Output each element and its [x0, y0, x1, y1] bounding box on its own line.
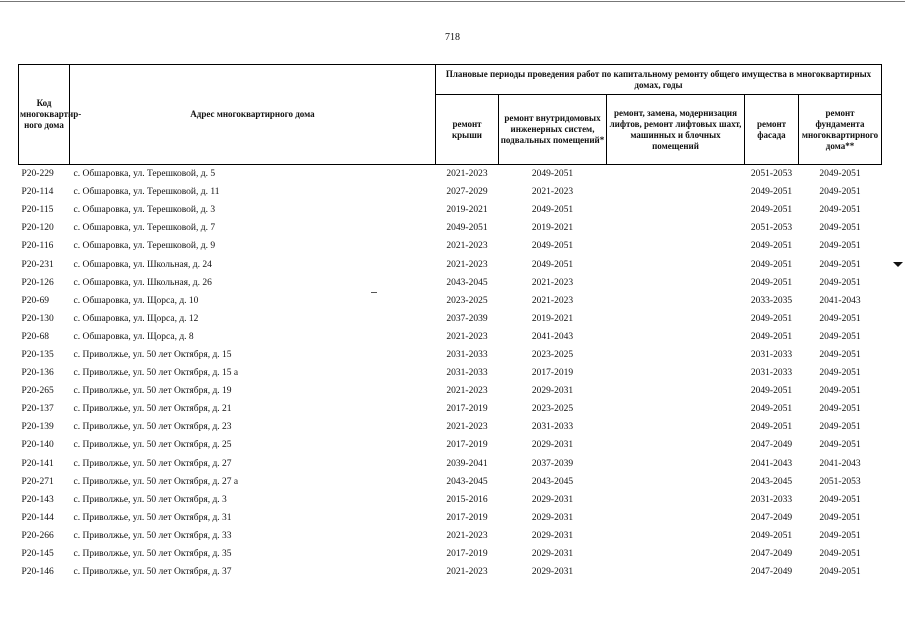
cell-roof: 2023-2025 [446, 295, 488, 306]
cell-address: с. Приволжье, ул. 50 лет Октября, д. 35 [73, 549, 232, 560]
cell-code: Р20-140 [21, 440, 54, 451]
cell-code: Р20-130 [21, 313, 54, 324]
triangle-marker-icon [893, 262, 903, 267]
cell-address: с. Приволжье, ул. 50 лет Октября, д. 19 [73, 386, 232, 397]
cell-lifts [607, 455, 745, 473]
cell-engineering: 2021-2023 [531, 277, 574, 288]
table-row [19, 563, 882, 581]
cell-address: с. Приволжье, ул. 50 лет Октября, д. 15 [73, 349, 232, 360]
cell-address: с. Приволжье, ул. 50 лет Октября, д. 33 [73, 530, 232, 541]
cell-lifts [607, 491, 745, 509]
header-engineering: ремонт внутридомовых инженерных систем, подвальных помещений* [499, 95, 607, 165]
header-address: Адрес многоквартирного дома [70, 65, 436, 165]
cell-foundation: 2049-2051 [819, 368, 861, 379]
cell-address: с. Приволжье, ул. 50 лет Октября, д. 25 [73, 440, 232, 451]
cell-roof: 2031-2033 [446, 349, 488, 360]
cell-code: Р20-69 [21, 295, 49, 306]
table-row [19, 274, 882, 292]
cell-code: Р20-271 [21, 476, 54, 487]
cell-lifts [607, 436, 745, 454]
cell-foundation: 2049-2051 [819, 241, 861, 252]
cell-address: с. Обшаровка, ул. Терешковой, д. 11 [73, 187, 220, 198]
table-row [19, 400, 882, 418]
cell-code: Р20-135 [21, 349, 54, 360]
cell-facade: 2049-2051 [750, 313, 793, 324]
table-row [19, 364, 882, 382]
cell-engineering: 2029-2031 [531, 386, 574, 397]
cell-foundation: 2049-2051 [819, 404, 861, 415]
cell-roof: 2017-2019 [446, 512, 488, 523]
cell-facade: 2031-2033 [750, 368, 793, 379]
cell-roof: 2021-2023 [446, 259, 488, 270]
table-row [19, 473, 882, 491]
cell-address: с. Приволжье, ул. 50 лет Октября, д. 31 [73, 512, 232, 523]
cell-code: Р20-146 [21, 567, 54, 578]
cell-address: с. Обшаровка, ул. Щорса, д. 10 [73, 295, 199, 306]
cell-foundation: 2049-2051 [819, 169, 861, 180]
cell-address: с. Приволжье, ул. 50 лет Октября, д. 15 а [73, 368, 239, 379]
page-number: 718 [445, 32, 460, 43]
table-row [19, 527, 882, 545]
cell-lifts [607, 473, 745, 491]
cell-roof: 2021-2023 [446, 567, 488, 578]
cell-address: с. Обшаровка, ул. Щорса, д. 12 [73, 313, 199, 324]
cell-foundation: 2049-2051 [819, 223, 861, 234]
header-lifts: ремонт, замена, модернизация лифтов, ремонт лифтовых шахт, машинных и блочных помещений [607, 95, 745, 165]
cell-engineering: 2029-2031 [531, 549, 574, 560]
cell-engineering: 2029-2031 [531, 494, 574, 505]
cell-engineering: 2043-2045 [531, 476, 574, 487]
cell-foundation: 2049-2051 [819, 277, 861, 288]
cell-lifts [607, 274, 745, 292]
cell-roof: 2021-2023 [446, 530, 488, 541]
cell-engineering: 2017-2019 [531, 368, 574, 379]
cell-foundation: 2049-2051 [819, 187, 861, 198]
cell-roof: 2017-2019 [446, 440, 488, 451]
cell-facade: 2031-2033 [750, 349, 793, 360]
cell-lifts [607, 346, 745, 364]
cell-facade: 2049-2051 [750, 404, 793, 415]
table-row [19, 436, 882, 454]
cell-foundation: 2049-2051 [819, 549, 861, 560]
cell-address: с. Обшаровка, ул. Терешковой, д. 3 [73, 205, 216, 216]
table-row [19, 183, 882, 201]
cell-address: с. Приволжье, ул. 50 лет Октября, д. 27 а [73, 476, 239, 487]
cell-address: с. Обшаровка, ул. Терешковой, д. 5 [73, 169, 216, 180]
cell-engineering: 2029-2031 [531, 567, 574, 578]
header-periods-group: Плановые периоды проведения работ по капитальному ремонту общего имущества в многоквартирных домах, годы [436, 65, 882, 95]
table-header [19, 65, 882, 165]
cell-lifts [607, 165, 745, 184]
cell-facade: 2043-2045 [750, 476, 793, 487]
cell-lifts [607, 509, 745, 527]
cell-facade: 2047-2049 [750, 567, 793, 578]
cell-code: Р20-139 [21, 422, 54, 433]
table-row [19, 509, 882, 527]
cell-address: с. Приволжье, ул. 50 лет Октября, д. 3 [73, 494, 227, 505]
cell-roof: 2027-2029 [446, 187, 488, 198]
cell-lifts [607, 310, 745, 328]
cell-code: Р20-126 [21, 277, 54, 288]
cell-code: Р20-68 [21, 331, 49, 342]
cell-engineering: 2021-2023 [531, 187, 574, 198]
cell-address: с. Обшаровка, ул. Щорса, д. 8 [73, 331, 194, 342]
cell-roof: 2021-2023 [446, 241, 488, 252]
cell-code: Р20-116 [21, 241, 54, 252]
cell-lifts [607, 292, 745, 310]
cell-lifts [607, 400, 745, 418]
cell-engineering: 2021-2023 [531, 295, 574, 306]
header-code: Код многоквартир-ного дома [19, 65, 70, 165]
cell-facade: 2031-2033 [750, 494, 793, 505]
cell-engineering: 2049-2051 [531, 169, 574, 180]
cell-roof: 2049-2051 [446, 223, 488, 234]
cell-facade: 2047-2049 [750, 512, 793, 523]
cell-foundation: 2041-2043 [819, 458, 861, 469]
cell-lifts [607, 255, 745, 273]
cell-lifts [607, 183, 745, 201]
cell-facade: 2049-2051 [750, 259, 793, 270]
header-roof: ремонт крыши [436, 95, 499, 165]
cell-lifts [607, 328, 745, 346]
cell-facade: 2049-2051 [750, 277, 793, 288]
table-row [19, 491, 882, 509]
cell-facade: 2049-2051 [750, 187, 793, 198]
cell-lifts [607, 219, 745, 237]
cell-foundation: 2049-2051 [819, 259, 861, 270]
table-row [19, 237, 882, 255]
cell-code: Р20-145 [21, 549, 54, 560]
cell-lifts [607, 527, 745, 545]
cell-roof: 2017-2019 [446, 549, 488, 560]
cell-engineering: 2019-2021 [531, 313, 574, 324]
cell-roof: 2039-2041 [446, 458, 488, 469]
table-row [19, 255, 882, 273]
header-facade: ремонт фасада [745, 95, 799, 165]
cell-address: с. Обшаровка, ул. Терешковой, д. 9 [73, 241, 216, 252]
cell-code: Р20-114 [21, 187, 54, 198]
cell-lifts [607, 418, 745, 436]
cell-address: с. Обшаровка, ул. Школьная, д. 24 [73, 259, 212, 270]
cell-engineering: 2041-2043 [531, 331, 574, 342]
cell-code: Р20-141 [21, 458, 54, 469]
table-row [19, 418, 882, 436]
table-row [19, 545, 882, 563]
cell-engineering: 2029-2031 [531, 530, 574, 541]
cell-foundation: 2049-2051 [819, 530, 861, 541]
cell-foundation: 2049-2051 [819, 205, 861, 216]
table-row [19, 165, 882, 184]
cell-address: с. Приволжье, ул. 50 лет Октября, д. 27 [73, 458, 232, 469]
cell-roof: 2043-2045 [446, 476, 488, 487]
cell-engineering: 2049-2051 [531, 205, 574, 216]
cell-facade: 2041-2043 [750, 458, 793, 469]
cell-code: Р20-115 [21, 205, 54, 216]
header-foundation: ремонт фундамента многоквартирного дома** [799, 95, 882, 165]
cell-foundation: 2049-2051 [819, 386, 861, 397]
cell-lifts [607, 237, 745, 255]
cell-address: с. Приволжье, ул. 50 лет Октября, д. 37 [73, 567, 232, 578]
cell-roof: 2017-2019 [446, 404, 488, 415]
cell-facade: 2047-2049 [750, 440, 793, 451]
cell-roof: 2031-2033 [446, 368, 488, 379]
cell-code: Р20-266 [21, 530, 54, 541]
cell-foundation: 2051-2053 [819, 476, 861, 487]
cell-facade: 2047-2049 [750, 549, 793, 560]
cell-address: с. Обшаровка, ул. Школьная, д. 26 [73, 277, 212, 288]
cell-lifts [607, 563, 745, 581]
cell-facade: 2049-2051 [750, 422, 793, 433]
table-row [19, 382, 882, 400]
cell-code: Р20-143 [21, 494, 54, 505]
cell-lifts [607, 364, 745, 382]
cell-code: Р20-229 [21, 169, 54, 180]
cell-code: Р20-136 [21, 368, 54, 379]
cell-address: с. Обшаровка, ул. Терешковой, д. 7 [73, 223, 216, 234]
cell-engineering: 2023-2025 [531, 349, 574, 360]
top-rule [0, 1, 905, 2]
table-row [19, 219, 882, 237]
cell-lifts [607, 382, 745, 400]
cell-address: с. Приволжье, ул. 50 лет Октября, д. 23 [73, 422, 232, 433]
table-row [19, 310, 882, 328]
cell-foundation: 2049-2051 [819, 567, 861, 578]
cell-foundation: 2049-2051 [819, 331, 861, 342]
cell-facade: 2049-2051 [750, 331, 793, 342]
table-row [19, 201, 882, 219]
cell-foundation: 2049-2051 [819, 494, 861, 505]
cell-engineering: 2023-2025 [531, 404, 574, 415]
cell-code: Р20-144 [21, 512, 54, 523]
cell-roof: 2021-2023 [446, 331, 488, 342]
cell-facade: 2049-2051 [750, 241, 793, 252]
cell-lifts [607, 545, 745, 563]
table-row [19, 328, 882, 346]
cell-engineering: 2049-2051 [531, 241, 574, 252]
cell-facade: 2051-2053 [750, 223, 793, 234]
stray-dash-mark [371, 292, 377, 293]
cell-roof: 2043-2045 [446, 277, 488, 288]
cell-address: с. Приволжье, ул. 50 лет Октября, д. 21 [73, 404, 232, 415]
cell-foundation: 2049-2051 [819, 512, 861, 523]
cell-code: Р20-137 [21, 404, 54, 415]
cell-foundation: 2049-2051 [819, 313, 861, 324]
cell-code: Р20-265 [21, 386, 54, 397]
cell-foundation: 2049-2051 [819, 440, 861, 451]
cell-facade: 2049-2051 [750, 530, 793, 541]
cell-engineering: 2029-2031 [531, 440, 574, 451]
cell-facade: 2051-2053 [750, 169, 793, 180]
cell-engineering: 2037-2039 [531, 458, 574, 469]
cell-foundation: 2049-2051 [819, 349, 861, 360]
cell-facade: 2033-2035 [750, 295, 793, 306]
cell-engineering: 2029-2031 [531, 512, 574, 523]
table-row [19, 455, 882, 473]
table-row [19, 346, 882, 364]
table-body [19, 165, 882, 582]
cell-engineering: 2049-2051 [531, 259, 574, 270]
cell-facade: 2049-2051 [750, 205, 793, 216]
capital-repair-table [18, 64, 882, 581]
cell-engineering: 2031-2033 [531, 422, 574, 433]
cell-roof: 2019-2021 [446, 205, 488, 216]
cell-roof: 2015-2016 [446, 494, 488, 505]
cell-foundation: 2041-2043 [819, 295, 861, 306]
cell-roof: 2021-2023 [446, 169, 488, 180]
cell-engineering: 2019-2021 [531, 223, 574, 234]
cell-foundation: 2049-2051 [819, 422, 861, 433]
cell-roof: 2021-2023 [446, 422, 488, 433]
cell-lifts [607, 201, 745, 219]
cell-roof: 2021-2023 [446, 386, 488, 397]
table-row [19, 292, 882, 310]
cell-code: Р20-120 [21, 223, 54, 234]
cell-facade: 2049-2051 [750, 386, 793, 397]
cell-code: Р20-231 [21, 259, 54, 270]
cell-roof: 2037-2039 [446, 313, 488, 324]
